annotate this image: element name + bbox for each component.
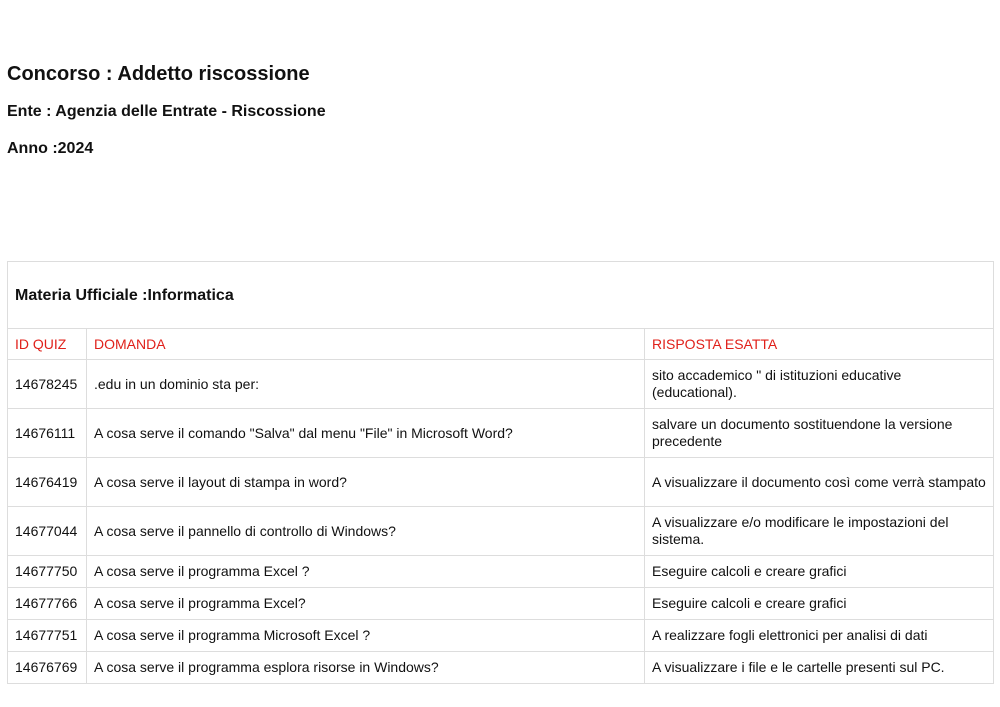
document-header [7, 62, 326, 159]
quiz-id-cell: 14677044 [8, 507, 87, 556]
column-header-domanda: DOMANDA [87, 329, 645, 360]
quiz-table [7, 261, 994, 684]
risposta-cell: salvare un documento sostituendone la versione precedente [645, 409, 994, 458]
column-header-id: ID QUIZ [8, 329, 87, 360]
domanda-cell: A cosa serve il programma Microsoft Excel ? [87, 620, 645, 652]
risposta-cell: A realizzare fogli elettronici per analisi di dati [645, 620, 994, 652]
risposta-cell: A visualizzare e/o modificare le impostazioni del sistema. [645, 507, 994, 556]
table-row [8, 409, 994, 458]
quiz-id-cell: 14677750 [8, 556, 87, 588]
risposta-cell: Eseguire calcoli e creare grafici [645, 588, 994, 620]
risposta-cell: sito accademico " di istituzioni educative (educational). [645, 360, 994, 409]
risposta-cell: A visualizzare il documento così come verrà stampato [645, 458, 994, 507]
domanda-cell: .edu in un dominio sta per: [87, 360, 645, 409]
table-row [8, 458, 994, 507]
table-row [8, 588, 994, 620]
quiz-id-cell: 14676769 [8, 652, 87, 684]
table-row [8, 360, 994, 409]
domanda-cell: A cosa serve il programma Excel? [87, 588, 645, 620]
table-row [8, 507, 994, 556]
materia-title: Materia Ufficiale :Informatica [8, 262, 994, 329]
table-row [8, 556, 994, 588]
quiz-id-cell: 14677766 [8, 588, 87, 620]
column-header-risposta: RISPOSTA ESATTA [645, 329, 994, 360]
quiz-id-cell: 14676419 [8, 458, 87, 507]
domanda-cell: A cosa serve il pannello di controllo di Windows? [87, 507, 645, 556]
ente-label: Ente : Agenzia delle Entrate - Riscossione [7, 103, 326, 120]
anno-label: Anno :2024 [7, 140, 94, 157]
table-header-row [8, 329, 994, 360]
quiz-id-cell: 14677751 [8, 620, 87, 652]
domanda-cell: A cosa serve il layout di stampa in word? [87, 458, 645, 507]
domanda-cell: A cosa serve il programma esplora risorse in Windows? [87, 652, 645, 684]
domanda-cell: A cosa serve il programma Excel ? [87, 556, 645, 588]
domanda-cell: A cosa serve il comando "Salva" dal menu "File" in Microsoft Word? [87, 409, 645, 458]
table-row [8, 620, 994, 652]
risposta-cell: Eseguire calcoli e creare grafici [645, 556, 994, 588]
risposta-cell: A visualizzare i file e le cartelle presenti sul PC. [645, 652, 994, 684]
materia-row [8, 262, 994, 329]
quiz-id-cell: 14676111 [8, 409, 87, 458]
concorso-title: Concorso : Addetto riscossione [7, 63, 310, 85]
quiz-id-cell: 14678245 [8, 360, 87, 409]
table-row [8, 652, 994, 684]
